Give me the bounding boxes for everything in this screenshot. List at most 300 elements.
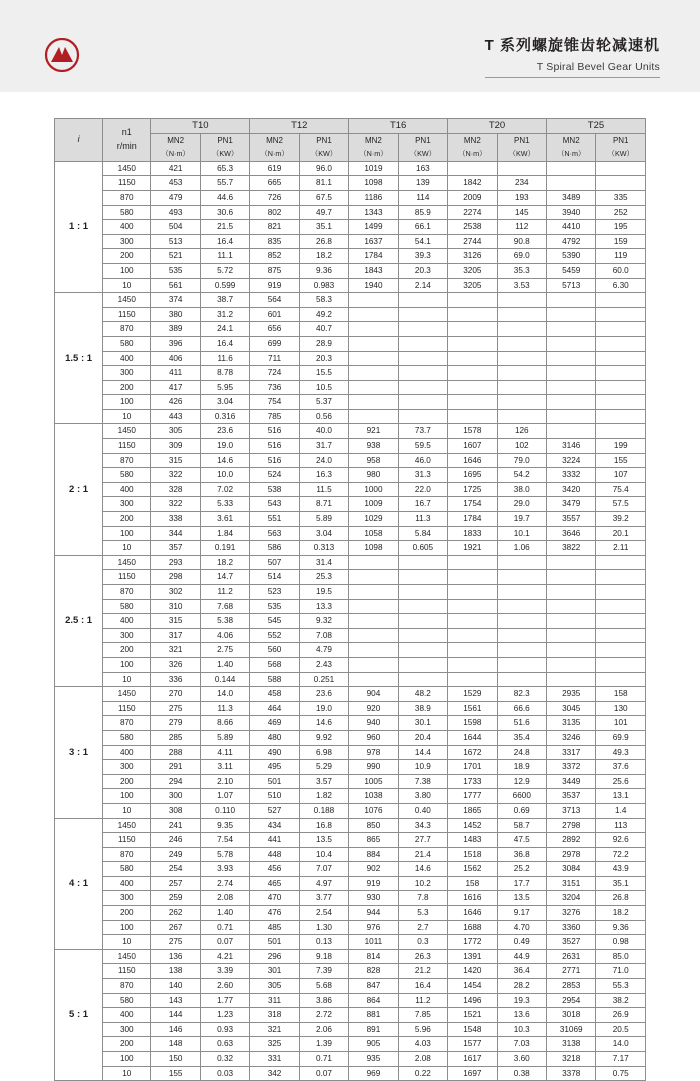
table-row	[55, 205, 646, 220]
mn2-cell: 464	[250, 701, 299, 716]
pn1-cell: 25.3	[299, 570, 348, 585]
mn2-cell: 586	[250, 541, 299, 556]
pn1-cell: 0.983	[299, 278, 348, 293]
table-row	[55, 526, 646, 541]
mn2-cell: 310	[151, 599, 200, 614]
pn1-cell: 0.03	[200, 1066, 249, 1081]
pn1-cell: 0.32	[200, 1052, 249, 1067]
pn1-cell	[398, 336, 447, 351]
sub-unit: （KW）	[508, 149, 535, 159]
pn1-cell: 11.3	[398, 512, 447, 527]
speed-cell: 1450	[103, 161, 151, 176]
mn2-cell: 1697	[448, 1066, 497, 1081]
mn2-cell: 3449	[546, 774, 595, 789]
table-row	[55, 672, 646, 687]
speed-cell: 300	[103, 628, 151, 643]
pn1-cell: 29.0	[497, 497, 546, 512]
table-row	[55, 190, 646, 205]
speed-cell: 300	[103, 234, 151, 249]
pn1-cell: 58.3	[299, 293, 348, 308]
mn2-cell: 325	[250, 1037, 299, 1052]
pn1-cell	[596, 366, 646, 381]
mn2-cell: 835	[250, 234, 299, 249]
pn1-cell	[398, 599, 447, 614]
pn1-cell: 13.5	[497, 891, 546, 906]
pn1-cell: 96.0	[299, 161, 348, 176]
pn1-cell: 0.40	[398, 803, 447, 818]
mn2-cell: 136	[151, 949, 200, 964]
sub-header-pn1-t25	[596, 133, 646, 161]
pn1-cell: 0.49	[497, 935, 546, 950]
mn2-cell: 1076	[349, 803, 398, 818]
pn1-cell: 81.1	[299, 176, 348, 191]
sub-header-pn1-t16	[398, 133, 447, 161]
mn2-cell	[448, 395, 497, 410]
pn1-cell: 16.3	[299, 468, 348, 483]
mn2-cell: 421	[151, 161, 200, 176]
mn2-cell: 5713	[546, 278, 595, 293]
table-row	[55, 862, 646, 877]
mn2-cell: 564	[250, 293, 299, 308]
table-row	[55, 555, 646, 570]
sub-unit: （N·m）	[161, 149, 190, 159]
mn2-cell	[448, 366, 497, 381]
pn1-cell: 15.5	[299, 366, 348, 381]
mn2-cell: 504	[151, 220, 200, 235]
table-row	[55, 599, 646, 614]
pn1-cell: 5.96	[398, 1022, 447, 1037]
pn1-cell: 55.3	[596, 979, 646, 994]
pn1-cell: 2.75	[200, 643, 249, 658]
pn1-cell: 14.0	[596, 1037, 646, 1052]
pn1-cell: 14.4	[398, 745, 447, 760]
pn1-cell: 199	[596, 439, 646, 454]
table-row	[55, 336, 646, 351]
table-row	[55, 234, 646, 249]
pn1-cell: 22.0	[398, 482, 447, 497]
mn2-cell: 1617	[448, 1052, 497, 1067]
mn2-cell: 665	[250, 176, 299, 191]
pn1-cell: 16.4	[200, 234, 249, 249]
group-header-t16: T16	[349, 119, 448, 134]
table-body	[55, 161, 646, 1080]
pn1-cell: 26.3	[398, 949, 447, 964]
mn2-cell	[546, 628, 595, 643]
pn1-cell	[497, 614, 546, 629]
mn2-cell: 1499	[349, 220, 398, 235]
pn1-cell: 3.11	[200, 760, 249, 775]
pn1-cell: 51.6	[497, 716, 546, 731]
mn2-cell: 828	[349, 964, 398, 979]
pn1-cell	[596, 672, 646, 687]
pn1-cell: 1.07	[200, 789, 249, 804]
table-row	[55, 366, 646, 381]
mn2-cell: 1940	[349, 278, 398, 293]
mn2-cell: 521	[151, 249, 200, 264]
pn1-cell: 7.08	[299, 628, 348, 643]
mn2-cell: 514	[250, 570, 299, 585]
pn1-cell	[497, 409, 546, 424]
speed-cell: 10	[103, 672, 151, 687]
table-row	[55, 307, 646, 322]
mn2-cell: 270	[151, 687, 200, 702]
mn2-cell	[448, 599, 497, 614]
pn1-cell: 9.36	[299, 263, 348, 278]
pn1-cell: 44.9	[497, 949, 546, 964]
mn2-cell: 3045	[546, 701, 595, 716]
table-row	[55, 1052, 646, 1067]
mn2-cell: 1391	[448, 949, 497, 964]
company-logo	[40, 38, 84, 72]
mn2-cell: 1733	[448, 774, 497, 789]
mn2-cell	[546, 614, 595, 629]
table-row	[55, 818, 646, 833]
speed-cell: 580	[103, 468, 151, 483]
pn1-cell: 40.7	[299, 322, 348, 337]
mn2-cell: 976	[349, 920, 398, 935]
mn2-cell: 249	[151, 847, 200, 862]
mn2-cell	[349, 657, 398, 672]
mn2-cell	[546, 351, 595, 366]
ratio-cell: 4 : 1	[55, 818, 103, 949]
pn1-cell: 28.9	[299, 336, 348, 351]
mn2-cell	[546, 176, 595, 191]
pn1-cell	[497, 628, 546, 643]
pn1-cell: 49.2	[299, 307, 348, 322]
pn1-cell: 73.7	[398, 424, 447, 439]
pn1-cell: 126	[497, 424, 546, 439]
mn2-cell: 864	[349, 993, 398, 1008]
pn1-cell: 39.2	[596, 512, 646, 527]
pn1-cell: 2.06	[299, 1022, 348, 1037]
pn1-cell: 20.3	[398, 263, 447, 278]
speed-cell: 1150	[103, 176, 151, 191]
speed-cell: 200	[103, 512, 151, 527]
speed-cell: 100	[103, 789, 151, 804]
speed-cell: 1450	[103, 949, 151, 964]
pn1-cell: 69.9	[596, 730, 646, 745]
mn2-cell: 3018	[546, 1008, 595, 1023]
mn2-cell	[448, 657, 497, 672]
mn2-cell: 3151	[546, 876, 595, 891]
pn1-cell: 36.8	[497, 847, 546, 862]
mn2-cell: 1483	[448, 833, 497, 848]
mn2-cell: 1452	[448, 818, 497, 833]
mn2-cell: 275	[151, 701, 200, 716]
pn1-cell: 67.5	[299, 190, 348, 205]
mn2-cell: 322	[151, 468, 200, 483]
table-row	[55, 1066, 646, 1081]
sub-label: MN2	[266, 135, 283, 145]
table-row	[55, 293, 646, 308]
speed-cell: 400	[103, 220, 151, 235]
mn2-cell: 1029	[349, 512, 398, 527]
mn2-cell: 1672	[448, 745, 497, 760]
gear-unit-spec-table	[54, 118, 646, 1081]
pn1-cell	[398, 366, 447, 381]
mn2-cell: 318	[250, 1008, 299, 1023]
pn1-cell: 0.13	[299, 935, 348, 950]
mn2-cell: 411	[151, 366, 200, 381]
pn1-cell: 14.6	[200, 453, 249, 468]
speed-cell: 1450	[103, 293, 151, 308]
pn1-cell: 155	[596, 453, 646, 468]
pn1-cell: 35.4	[497, 730, 546, 745]
pn1-cell	[398, 628, 447, 643]
mn2-cell: 144	[151, 1008, 200, 1023]
pn1-cell: 90.8	[497, 234, 546, 249]
pn1-cell: 195	[596, 220, 646, 235]
mn2-cell	[546, 336, 595, 351]
pn1-cell: 0.63	[200, 1037, 249, 1052]
mn2-cell: 302	[151, 585, 200, 600]
mn2-cell: 321	[151, 643, 200, 658]
pn1-cell: 21.2	[398, 964, 447, 979]
sub-label: PN1	[612, 135, 629, 145]
pn1-cell: 5.38	[200, 614, 249, 629]
pn1-cell: 27.7	[398, 833, 447, 848]
pn1-cell	[596, 395, 646, 410]
mn2-cell: 490	[250, 745, 299, 760]
speed-cell: 300	[103, 760, 151, 775]
pn1-cell: 5.95	[200, 380, 249, 395]
mn2-cell: 3204	[546, 891, 595, 906]
mn2-cell: 881	[349, 1008, 398, 1023]
pn1-cell: 20.1	[596, 526, 646, 541]
pn1-cell: 46.0	[398, 453, 447, 468]
mn2-cell	[349, 380, 398, 395]
mn2-cell: 875	[250, 263, 299, 278]
mn2-cell	[448, 322, 497, 337]
sub-header-pn1-t10	[200, 133, 249, 161]
mn2-cell	[349, 307, 398, 322]
speed-cell: 200	[103, 906, 151, 921]
mn2-cell	[448, 380, 497, 395]
mn2-cell: 3378	[546, 1066, 595, 1081]
mn2-cell: 5459	[546, 263, 595, 278]
pn1-cell: 0.313	[299, 541, 348, 556]
mn2-cell: 338	[151, 512, 200, 527]
speed-cell: 400	[103, 614, 151, 629]
mn2-cell: 920	[349, 701, 398, 716]
mn2-cell: 814	[349, 949, 398, 964]
pn1-cell: 43.9	[596, 862, 646, 877]
table-row	[55, 585, 646, 600]
table-row	[55, 176, 646, 191]
mn2-cell: 1420	[448, 964, 497, 979]
mn2-cell: 884	[349, 847, 398, 862]
pn1-cell: 66.6	[497, 701, 546, 716]
mn2-cell: 1561	[448, 701, 497, 716]
mn2-cell: 441	[250, 833, 299, 848]
pn1-cell: 252	[596, 205, 646, 220]
pn1-cell	[497, 643, 546, 658]
table-row	[55, 979, 646, 994]
mn2-cell: 1842	[448, 176, 497, 191]
pn1-cell	[596, 599, 646, 614]
pn1-cell: 35.3	[497, 263, 546, 278]
pn1-cell: 7.38	[398, 774, 447, 789]
pn1-cell: 0.22	[398, 1066, 447, 1081]
mn2-cell: 3205	[448, 263, 497, 278]
pn1-cell: 234	[497, 176, 546, 191]
mn2-cell: 262	[151, 906, 200, 921]
mn2-cell: 285	[151, 730, 200, 745]
mn2-cell: 1598	[448, 716, 497, 731]
col-header-n1	[103, 119, 151, 162]
pn1-cell: 19.0	[200, 439, 249, 454]
pn1-cell: 71.0	[596, 964, 646, 979]
pn1-cell: 0.188	[299, 803, 348, 818]
pn1-cell	[398, 570, 447, 585]
table-row	[55, 657, 646, 672]
table-row	[55, 687, 646, 702]
mn2-cell: 456	[250, 862, 299, 877]
mn2-cell	[546, 570, 595, 585]
mn2-cell: 3332	[546, 468, 595, 483]
table-row	[55, 716, 646, 731]
pn1-cell: 4.79	[299, 643, 348, 658]
speed-cell: 200	[103, 774, 151, 789]
speed-cell: 10	[103, 409, 151, 424]
mn2-cell: 1777	[448, 789, 497, 804]
speed-cell: 10	[103, 935, 151, 950]
mn2-cell: 279	[151, 716, 200, 731]
pn1-cell: 4.21	[200, 949, 249, 964]
mn2-cell: 254	[151, 862, 200, 877]
mn2-cell: 1343	[349, 205, 398, 220]
pn1-cell: 35.1	[299, 220, 348, 235]
mn2-cell	[349, 322, 398, 337]
mn2-cell: 568	[250, 657, 299, 672]
mn2-cell: 726	[250, 190, 299, 205]
pn1-cell	[398, 307, 447, 322]
pn1-cell: 21.4	[398, 847, 447, 862]
mn2-cell	[546, 599, 595, 614]
table-row	[55, 745, 646, 760]
mn2-cell: 1518	[448, 847, 497, 862]
mn2-cell: 389	[151, 322, 200, 337]
mn2-cell: 3317	[546, 745, 595, 760]
pn1-cell	[596, 585, 646, 600]
ratio-cell: 1.5 : 1	[55, 293, 103, 424]
pn1-cell: 11.2	[200, 585, 249, 600]
speed-cell: 100	[103, 920, 151, 935]
mn2-cell: 150	[151, 1052, 200, 1067]
pn1-cell	[497, 293, 546, 308]
mn2-cell	[448, 351, 497, 366]
mn2-cell: 2009	[448, 190, 497, 205]
pn1-cell	[596, 293, 646, 308]
mn2-cell: 3822	[546, 541, 595, 556]
table-row	[55, 468, 646, 483]
mn2-cell: 275	[151, 935, 200, 950]
pn1-cell: 24.8	[497, 745, 546, 760]
sub-unit: （N·m）	[458, 149, 487, 159]
mn2-cell: 396	[151, 336, 200, 351]
mn2-cell: 2853	[546, 979, 595, 994]
pn1-cell: 20.3	[299, 351, 348, 366]
table-row	[55, 643, 646, 658]
pn1-cell: 7.68	[200, 599, 249, 614]
table-row	[55, 730, 646, 745]
mn2-cell: 3489	[546, 190, 595, 205]
mn2-cell: 380	[151, 307, 200, 322]
mn2-cell: 1865	[448, 803, 497, 818]
spec-table-wrapper	[54, 118, 646, 1081]
mn2-cell	[546, 395, 595, 410]
pn1-cell: 2.08	[398, 1052, 447, 1067]
sub-label: PN1	[316, 135, 332, 145]
pn1-cell: 3.77	[299, 891, 348, 906]
pn1-cell: 4.11	[200, 745, 249, 760]
pn1-cell: 11.1	[200, 249, 249, 264]
speed-cell: 300	[103, 497, 151, 512]
mn2-cell: 357	[151, 541, 200, 556]
mn2-cell: 785	[250, 409, 299, 424]
mn2-cell: 476	[250, 906, 299, 921]
mn2-cell: 311	[250, 993, 299, 1008]
mn2-cell: 2771	[546, 964, 595, 979]
speed-cell: 870	[103, 190, 151, 205]
mn2-cell: 990	[349, 760, 398, 775]
speed-cell: 580	[103, 336, 151, 351]
mn2-cell: 736	[250, 380, 299, 395]
speed-cell: 580	[103, 862, 151, 877]
pn1-cell: 3.57	[299, 774, 348, 789]
pn1-cell: 14.0	[200, 687, 249, 702]
speed-cell: 10	[103, 278, 151, 293]
mn2-cell: 146	[151, 1022, 200, 1037]
mn2-cell: 1000	[349, 482, 398, 497]
mn2-cell	[546, 293, 595, 308]
mn2-cell	[349, 336, 398, 351]
pn1-cell: 1.23	[200, 1008, 249, 1023]
table-row	[55, 935, 646, 950]
pn1-cell: 21.5	[200, 220, 249, 235]
speed-cell: 100	[103, 657, 151, 672]
pn1-cell: 11.2	[398, 993, 447, 1008]
header-title-block	[485, 36, 660, 78]
pn1-cell: 7.02	[200, 482, 249, 497]
sub-header-mn2-t25	[546, 133, 595, 161]
mn2-cell: 501	[250, 774, 299, 789]
pn1-cell	[596, 380, 646, 395]
mn2-cell: 315	[151, 453, 200, 468]
mn2-cell: 944	[349, 906, 398, 921]
table-row	[55, 512, 646, 527]
sub-unit: （KW）	[607, 149, 634, 159]
pn1-cell: 72.2	[596, 847, 646, 862]
pn1-cell: 18.2	[200, 555, 249, 570]
table-row	[55, 409, 646, 424]
mn2-cell	[546, 585, 595, 600]
pn1-cell: 26.9	[596, 1008, 646, 1023]
pn1-cell: 5.33	[200, 497, 249, 512]
pn1-cell: 14.7	[200, 570, 249, 585]
speed-cell: 870	[103, 585, 151, 600]
mn2-cell: 298	[151, 570, 200, 585]
pn1-cell: 54.1	[398, 234, 447, 249]
mn2-cell: 31069	[546, 1022, 595, 1037]
pn1-cell: 36.4	[497, 964, 546, 979]
pn1-cell: 5.89	[200, 730, 249, 745]
mn2-cell: 3713	[546, 803, 595, 818]
pn1-cell	[497, 657, 546, 672]
sub-header-mn2-t20	[448, 133, 497, 161]
pn1-cell: 7.54	[200, 833, 249, 848]
pn1-cell: 85.9	[398, 205, 447, 220]
